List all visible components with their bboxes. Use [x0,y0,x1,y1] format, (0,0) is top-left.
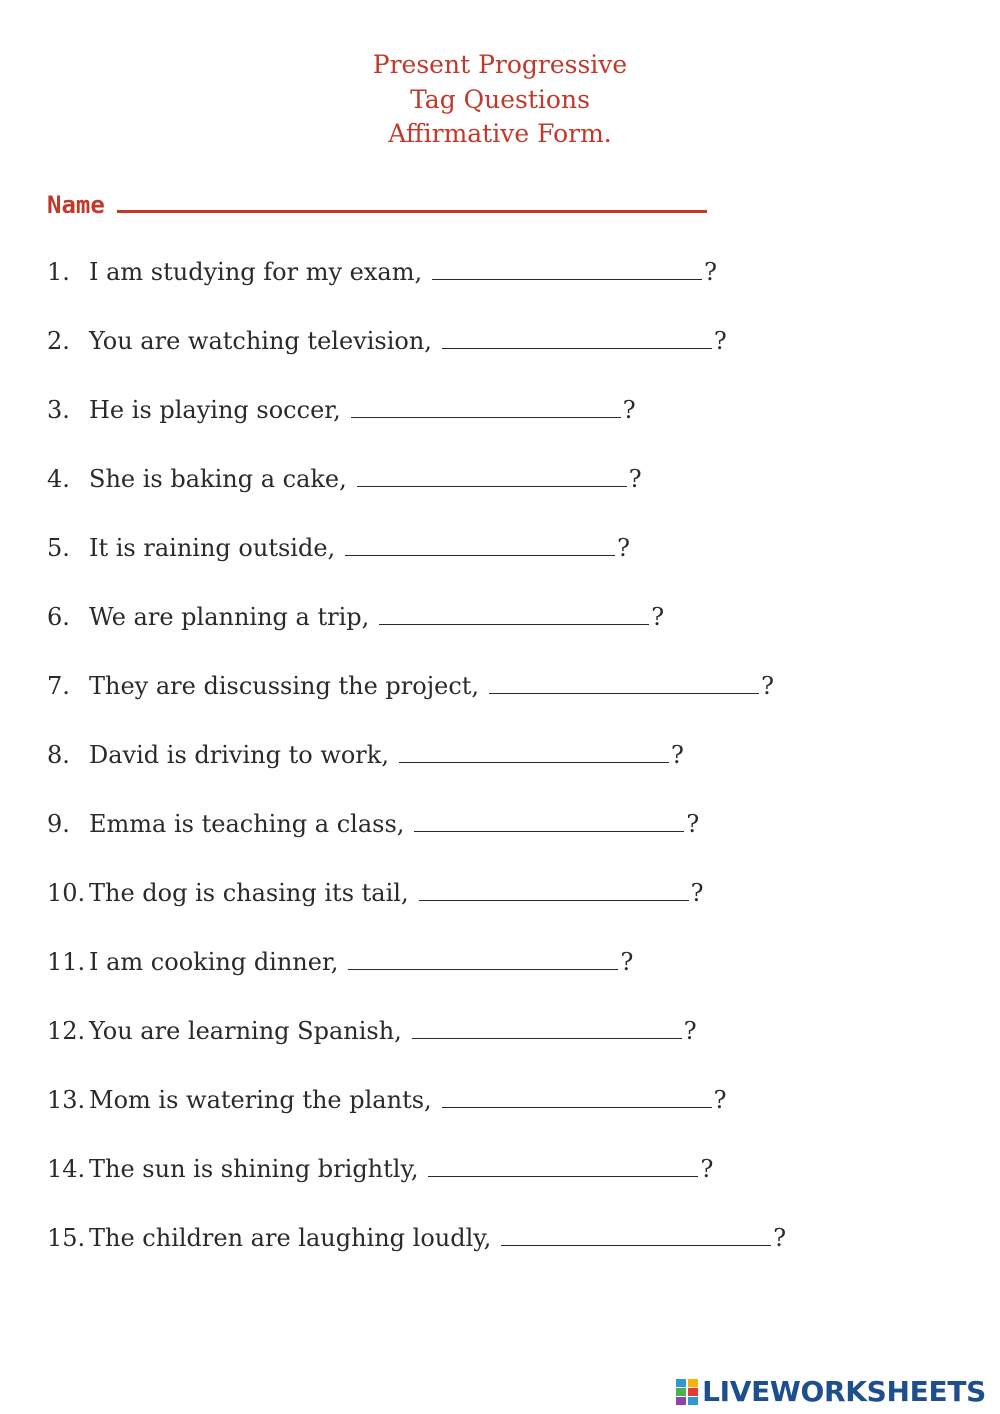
question-item [47,528,967,597]
question-number: 15. [47,1224,86,1252]
answer-blank[interactable] [348,943,618,970]
question-item [47,597,967,666]
answer-blank[interactable] [345,529,615,556]
question-item [47,942,967,1011]
question-mark: ? [773,1224,787,1252]
title-line-3: Affirmative Form. [388,119,612,148]
question-mark: ? [690,879,704,907]
question-number: 9. [47,810,70,838]
answer-blank[interactable] [419,874,689,901]
question-item [47,873,967,942]
question-text: I am studying for my exam, [89,258,423,286]
question-item [47,1080,967,1149]
answer-blank[interactable] [414,805,684,832]
question-number: 5. [47,534,70,562]
answer-blank[interactable] [489,667,759,694]
question-mark: ? [700,1155,714,1183]
name-input-line[interactable] [117,186,707,213]
question-number: 13. [47,1086,86,1114]
question-item [47,804,967,873]
question-item [47,666,967,735]
name-label: Name [47,191,105,219]
question-item [47,1149,967,1218]
question-mark: ? [713,327,727,355]
question-item [47,252,967,321]
question-text: You are learning Spanish, [89,1017,402,1045]
answer-blank[interactable] [501,1219,771,1246]
answer-blank[interactable] [357,460,627,487]
question-mark: ? [704,258,717,286]
answer-blank[interactable] [432,253,702,280]
question-mark: ? [620,948,634,976]
answer-blank[interactable] [399,736,669,763]
question-text: You are watching television, [89,327,432,355]
question-mark: ? [713,1086,727,1114]
question-number: 2. [47,327,70,355]
question-mark: ? [622,396,636,424]
answer-blank[interactable] [351,391,621,418]
question-text: Emma is teaching a class, [89,810,405,838]
answer-blank[interactable] [442,322,712,349]
question-item [47,390,967,459]
question-mark: ? [686,810,700,838]
question-text: It is raining outside, [89,534,336,562]
question-item [47,1011,967,1080]
question-text: We are planning a trip, [89,603,370,631]
worksheet-title [0,48,1000,152]
question-list [47,252,967,1287]
question-number: 1. [47,258,70,286]
answer-blank[interactable] [412,1012,682,1039]
question-item [47,1218,967,1287]
question-mark: ? [617,534,631,562]
question-number: 4. [47,465,70,493]
question-mark: ? [683,1017,697,1045]
question-number: 14. [47,1155,86,1183]
title-line-1: Present Progressive [372,50,628,79]
name-row [47,186,707,221]
question-number: 12. [47,1017,86,1045]
brand-wordmark: LIVEWORKSHEETS [702,1375,986,1408]
question-number: 3. [47,396,70,424]
question-text: She is baking a cake, [89,465,347,493]
question-mark: ? [670,741,684,769]
question-number: 8. [47,741,70,769]
liveworksheets-brand[interactable] [676,1375,986,1408]
question-number: 7. [47,672,70,700]
question-text: He is playing soccer, [89,396,341,424]
liveworksheets-logo-icon [676,1379,698,1405]
question-text: The children are laughing loudly, [89,1224,492,1252]
question-text: They are discussing the project, [89,672,480,700]
question-mark: ? [628,465,642,493]
question-text: The dog is chasing its tail, [89,879,409,907]
question-text: Mom is watering the plants, [89,1086,432,1114]
question-number: 10. [47,879,86,907]
question-text: The sun is shining brightly, [89,1155,419,1183]
question-mark: ? [651,603,665,631]
question-item [47,735,967,804]
answer-blank[interactable] [442,1081,712,1108]
question-number: 11. [47,948,86,976]
answer-blank[interactable] [428,1150,698,1177]
question-text: I am cooking dinner, [89,948,339,976]
question-text: David is driving to work, [89,741,389,769]
question-item [47,321,967,390]
question-item [47,459,967,528]
question-number: 6. [47,603,70,631]
question-mark: ? [761,672,774,700]
title-line-2: Tag Questions [410,84,590,114]
answer-blank[interactable] [379,598,649,625]
